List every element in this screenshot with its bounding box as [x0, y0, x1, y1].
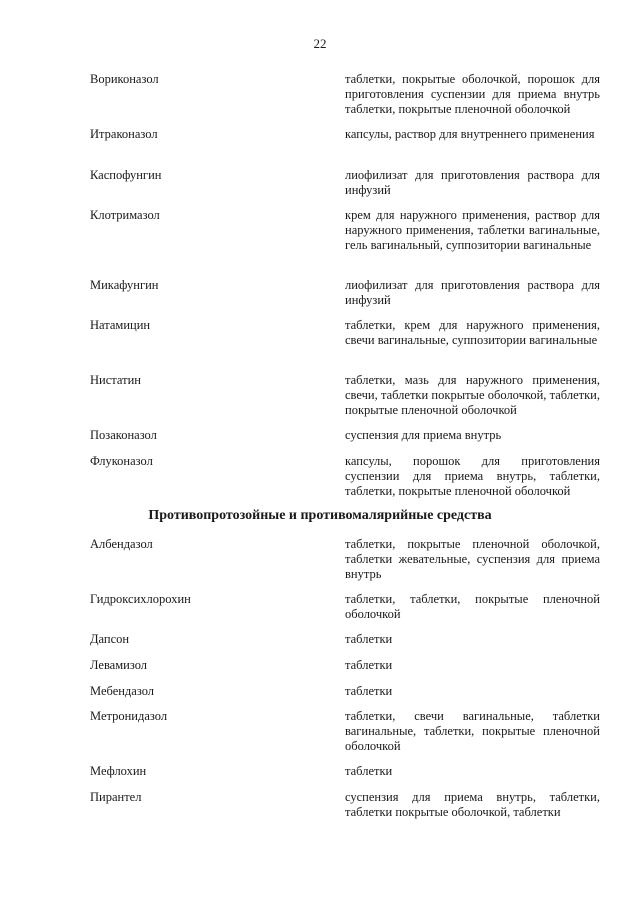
dosage-forms: таблетки [345, 658, 393, 672]
drug-name: Левамизол [90, 658, 148, 672]
drug-name: Итраконазол [90, 127, 158, 141]
dosage-forms: суспензия для приема внутрь, таблетки, таблетки покрытые оболочкой, таблетки [345, 790, 600, 819]
dosage-forms: таблетки, крем для наружного применения, свечи вагинальные, суппозитории вагинальные [345, 318, 600, 347]
dosage-forms: таблетки, покрытые оболочкой, порошок для приготовления суспензии для приема внутрь таблетки, покрытые пленочной оболочкой [345, 72, 600, 116]
page-number: 22 [313, 36, 327, 51]
dosage-forms: таблетки, покрытые пленочной оболочкой, таблетки жевательные, суспензия для приема внутрь [345, 537, 600, 581]
drug-name: Албендазол [90, 537, 153, 551]
dosage-forms: таблетки [345, 632, 393, 646]
drug-name: Вориконазол [90, 72, 159, 86]
dosage-forms: таблетки, мазь для наружного применения, свечи, таблетки покрытые оболочкой, таблетки, покрытые пленочной оболочкой [345, 373, 600, 417]
drug-name: Клотримазол [90, 208, 160, 222]
dosage-forms: таблетки [345, 764, 393, 778]
dosage-forms: суспензия для приема внутрь [345, 428, 502, 442]
drug-name: Нистатин [90, 373, 141, 387]
drug-name: Позаконазол [90, 428, 157, 442]
drug-name: Пирантел [90, 790, 142, 804]
drug-name: Мефлохин [90, 764, 147, 778]
drug-name: Метронидазол [90, 709, 168, 723]
dosage-forms: таблетки, таблетки, покрытые пленочной оболочкой [345, 592, 600, 621]
dosage-forms: лиофилизат для приготовления раствора для инфузий [345, 168, 600, 197]
dosage-forms: крем для наружного применения, раствор для наружного применения, таблетки вагинальные, гель вагинальный, суппозитории вагинальные [345, 208, 600, 252]
dosage-forms: капсулы, порошок для приготовления суспензии для приема внутрь, таблетки, таблетки, покрытые пленочной оболочкой [345, 454, 600, 498]
dosage-forms: таблетки, свечи вагинальные, таблетки вагинальные, таблетки, покрытые пленочной оболочкой [345, 709, 600, 753]
dosage-forms: таблетки [345, 684, 393, 698]
drug-name: Дапсон [90, 632, 130, 646]
drug-name: Флуконазол [90, 454, 153, 468]
section-heading: Противопротозойные и противомалярийные средства [148, 508, 492, 523]
drug-name: Мебендазол [90, 684, 155, 698]
dosage-forms: капсулы, раствор для внутреннего применения [345, 127, 595, 141]
dosage-forms: лиофилизат для приготовления раствора для инфузий [345, 278, 600, 307]
drug-name: Каспофунгин [90, 168, 162, 182]
drug-name: Натамицин [90, 318, 151, 332]
drug-name: Микафунгин [90, 278, 159, 292]
drug-name: Гидроксихлорохин [90, 592, 191, 606]
